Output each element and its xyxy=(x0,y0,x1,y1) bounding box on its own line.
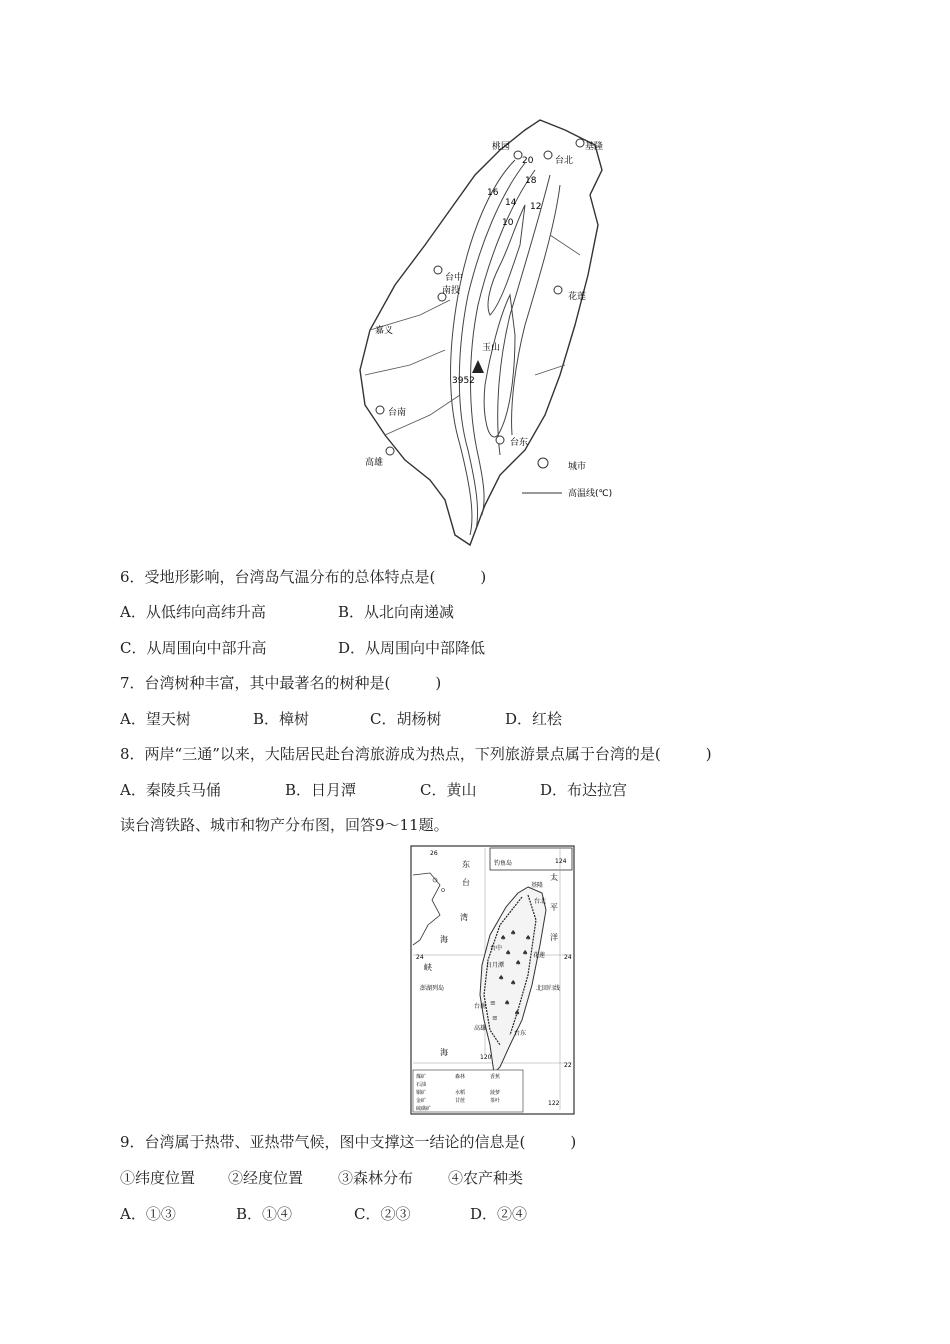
svg-text:峡: 峡 xyxy=(424,963,432,972)
q7-option-c[interactable]: C．胡杨树 xyxy=(370,710,442,728)
svg-text:26: 26 xyxy=(430,850,438,857)
contour-label: 14 xyxy=(505,198,517,208)
svg-text:24: 24 xyxy=(564,954,572,961)
svg-text:平: 平 xyxy=(550,903,558,912)
q8-option-d[interactable]: D．布达拉宫 xyxy=(540,781,628,799)
svg-text:花莲: 花莲 xyxy=(568,292,587,302)
q9-info-3: ③森林分布 xyxy=(338,1169,414,1187)
svg-text:森林: 森林 xyxy=(455,1074,466,1080)
q7-option-b[interactable]: B．樟树 xyxy=(253,710,310,728)
contour-label: 12 xyxy=(530,202,542,212)
svg-text:东: 东 xyxy=(462,860,470,869)
svg-text:台南: 台南 xyxy=(474,1003,487,1010)
island-outline xyxy=(360,120,602,545)
svg-text:高雄: 高雄 xyxy=(365,458,384,468)
svg-text:南投: 南投 xyxy=(442,286,461,296)
city-kaohsiung xyxy=(365,447,394,468)
svg-text:硫磺矿: 硫磺矿 xyxy=(416,1106,432,1112)
svg-text:台北: 台北 xyxy=(555,156,574,166)
svg-text:湾: 湾 xyxy=(460,913,468,922)
svg-text:香蕉: 香蕉 xyxy=(490,1074,501,1080)
svg-text:台东: 台东 xyxy=(510,438,529,448)
svg-text:♠: ♠ xyxy=(522,949,529,957)
contour-label: 10 xyxy=(502,218,514,228)
svg-text:海: 海 xyxy=(440,1048,448,1057)
q8-option-c[interactable]: C．黄山 xyxy=(420,781,477,799)
svg-text:台北: 台北 xyxy=(534,898,547,905)
city-nantou xyxy=(438,284,460,301)
svg-text:♠: ♠ xyxy=(500,934,507,942)
svg-text:花莲: 花莲 xyxy=(533,952,546,959)
svg-text:玉山: 玉山 xyxy=(482,343,501,353)
q9-option-d[interactable]: D．②④ xyxy=(470,1205,528,1223)
svg-text:♠: ♠ xyxy=(514,1009,521,1017)
contour-label: 18 xyxy=(525,176,537,186)
q6-option-b[interactable]: B．从北向南递减 xyxy=(338,603,455,621)
svg-text:高温线(℃): 高温线(℃) xyxy=(568,489,613,499)
svg-text:菠萝: 菠萝 xyxy=(490,1090,501,1096)
city-taoyuan xyxy=(492,140,522,159)
city-hualien xyxy=(554,286,586,302)
contour-label: 20 xyxy=(522,156,534,166)
city-chiayi xyxy=(375,324,393,336)
question-8-stem: 8．两岸“三通”以来，大陆居民赴台湾旅游成为热点，下列旅游景点属于台湾的是( ) xyxy=(120,745,712,763)
label-diaoyu: 钓鱼岛 xyxy=(494,860,513,867)
q9-option-b[interactable]: B．①④ xyxy=(236,1205,293,1223)
svg-text:基隆: 基隆 xyxy=(585,142,604,152)
svg-text:♠: ♠ xyxy=(525,934,532,942)
map1-legend xyxy=(522,458,612,499)
q8-option-b[interactable]: B．日月潭 xyxy=(285,781,357,799)
svg-text:城市: 城市 xyxy=(568,462,587,472)
svg-text:铜矿: 铜矿 xyxy=(416,1090,427,1096)
svg-text:♠: ♠ xyxy=(505,949,512,957)
svg-text:♠: ♠ xyxy=(510,929,517,937)
city-taitung xyxy=(496,436,528,448)
svg-text:3952: 3952 xyxy=(452,376,475,386)
svg-text:≡: ≡ xyxy=(492,1014,498,1022)
q6-option-a[interactable]: A．从低纬向高纬升高 xyxy=(120,603,266,621)
q6-option-d[interactable]: D．从周围向中部降低 xyxy=(338,639,486,657)
svg-text:♠: ♠ xyxy=(510,979,517,987)
city-taichung xyxy=(434,266,463,283)
taiwan-isotherm-map xyxy=(350,115,640,555)
contour-label: 16 xyxy=(487,188,499,198)
q9-info-4: ④农产种类 xyxy=(448,1169,524,1187)
q9-info-2: ②经度位置 xyxy=(228,1169,304,1187)
q6-option-c[interactable]: C．从周围向中部升高 xyxy=(120,639,267,657)
svg-text:台中: 台中 xyxy=(445,273,464,283)
q9-option-c[interactable]: C．②③ xyxy=(354,1205,411,1223)
svg-text:澎湖列岛: 澎湖列岛 xyxy=(420,985,445,992)
taiwan-products-map xyxy=(410,845,575,1115)
svg-text:122: 122 xyxy=(548,1100,560,1107)
svg-text:洋: 洋 xyxy=(550,933,558,942)
svg-text:茶叶: 茶叶 xyxy=(490,1098,501,1104)
svg-text:台东: 台东 xyxy=(514,1030,527,1037)
q9-option-a[interactable]: A．①③ xyxy=(120,1205,176,1223)
svg-text:124: 124 xyxy=(555,858,567,865)
svg-text:♠: ♠ xyxy=(498,974,505,982)
svg-text:120: 120 xyxy=(480,1054,492,1061)
svg-text:24: 24 xyxy=(416,954,424,961)
svg-text:海: 海 xyxy=(440,935,448,944)
svg-text:煤矿: 煤矿 xyxy=(416,1074,427,1080)
question-9-stem: 9．台湾属于热带、亚热带气候，图中支撑这一结论的信息是( ) xyxy=(120,1133,577,1151)
svg-text:台中: 台中 xyxy=(490,945,503,952)
svg-text:北回归线: 北回归线 xyxy=(536,985,561,992)
svg-text:水稻: 水稻 xyxy=(455,1090,466,1096)
svg-text:22: 22 xyxy=(564,1062,572,1069)
svg-text:≡: ≡ xyxy=(490,999,496,1007)
q9-info-1: ①纬度位置 xyxy=(120,1169,196,1187)
svg-text:台南: 台南 xyxy=(388,408,407,418)
svg-text:嘉义: 嘉义 xyxy=(375,326,394,336)
svg-text:太: 太 xyxy=(550,873,558,882)
svg-text:日月潭: 日月潭 xyxy=(486,962,505,969)
svg-text:台: 台 xyxy=(462,878,470,887)
city-keelung xyxy=(576,139,603,152)
q8-option-a[interactable]: A．秦陵兵马俑 xyxy=(120,781,221,799)
svg-text:石油: 石油 xyxy=(416,1082,427,1088)
q7-option-a[interactable]: A．望天树 xyxy=(120,710,191,728)
svg-text:基隆: 基隆 xyxy=(531,882,544,889)
svg-text:♠: ♠ xyxy=(504,999,511,1007)
question-6-stem: 6．受地形影响，台湾岛气温分布的总体特点是( ) xyxy=(120,568,487,586)
svg-text:甘蔗: 甘蔗 xyxy=(455,1098,466,1104)
city-tainan xyxy=(376,406,406,418)
svg-text:♠: ♠ xyxy=(515,959,522,967)
svg-text:金矿: 金矿 xyxy=(416,1098,427,1104)
q7-option-d[interactable]: D．红桧 xyxy=(505,710,563,728)
svg-text:高雄: 高雄 xyxy=(474,1025,487,1032)
question-7-stem: 7．台湾树种丰富，其中最著名的树种是( ) xyxy=(120,674,442,692)
map2-intro: 读台湾铁路、城市和物产分布图，回答9～11题。 xyxy=(120,816,449,834)
city-taipei xyxy=(544,151,573,166)
svg-text:桃园: 桃园 xyxy=(492,142,511,152)
